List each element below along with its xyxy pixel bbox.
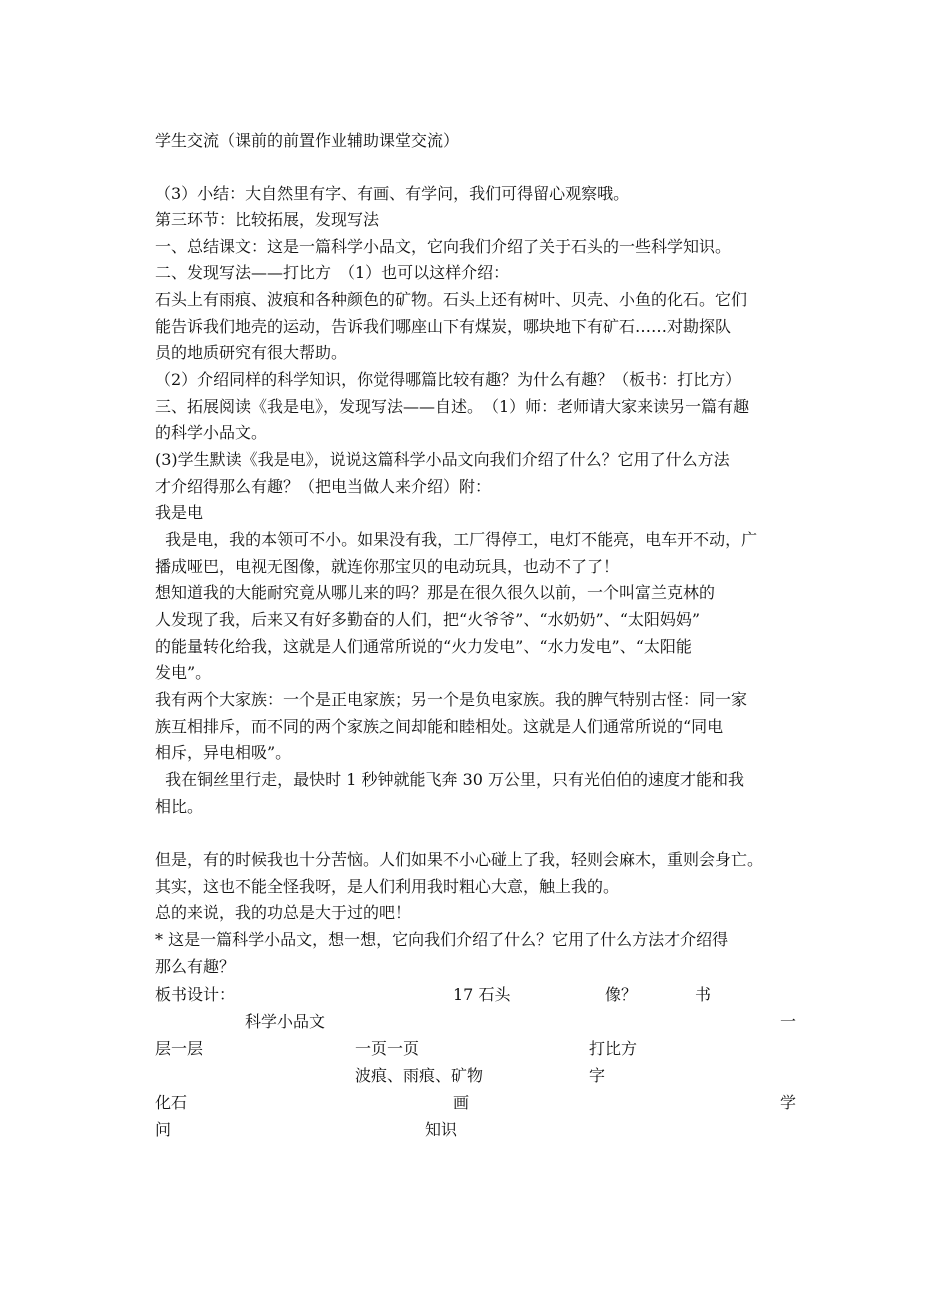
board-item: 画: [453, 1093, 470, 1112]
text-line: 总的来说，我的功总是大于过的吧！: [155, 903, 412, 922]
text-line: 相斥，异电相吸”。: [155, 743, 292, 762]
text-line: 第三环节：比较拓展，发现写法: [155, 210, 380, 229]
article-title: 我是电: [155, 503, 204, 522]
board-item: 一页一页: [355, 1039, 420, 1058]
board-item: 科学小品文: [245, 1012, 326, 1031]
board-label: 板书设计：: [155, 985, 236, 1004]
board-item: 字: [589, 1066, 606, 1085]
text-line: 二、发现写法——打比方 （1）也可以这样介绍：: [155, 263, 510, 282]
text-line: 人发现了我，后来又有好多勤奋的人们，把“火爷爷”、“水奶奶”、“太阳妈妈”: [155, 610, 701, 629]
board-item: 知识: [425, 1120, 458, 1139]
text-line: (3)学生默读《我是电》，说说这篇科学小品文向我们介绍了什么？它用了什么方法: [155, 450, 730, 469]
text-line: 相比。: [155, 797, 204, 816]
text-line: 我有两个大家族：一个是正电家族；另一个是负电家族。我的脾气特别古怪：同一家: [155, 690, 748, 709]
text-line: （2）介绍同样的科学知识，你觉得哪篇比较有趣？为什么有趣？（板书：打比方）: [155, 370, 742, 389]
text-line: 其实，这也不能全怪我呀，是人们利用我时粗心大意，触上我的。: [155, 877, 620, 896]
text-line: 但是，有的时候我也十分苦恼。人们如果不小心碰上了我，轻则会麻木，重则会身亡。: [155, 850, 764, 869]
text-line: 发电”。: [155, 663, 212, 682]
text-line: 的能量转化给我，这就是人们通常所说的“火力发电”、“水力发电”、“太阳能: [155, 637, 692, 656]
text-line: 员的地质研究有很大帮助。: [155, 343, 348, 362]
board-item: 打比方: [589, 1039, 638, 1058]
text-line: 学生交流（课前的前置作业辅助课堂交流）: [155, 131, 460, 150]
board-item: 问: [155, 1120, 172, 1139]
board-title: 17 石头: [453, 985, 511, 1004]
text-line: 那么有趣？: [155, 957, 236, 976]
text-line: （3）小结：大自然里有字、有画、有学问，我们可得留心观察哦。: [155, 184, 630, 203]
text-line: 的科学小品文。: [155, 423, 268, 442]
text-line: 一、总结课文：这是一篇科学小品文，它向我们介绍了关于石头的一些科学知识。: [155, 237, 732, 256]
board-item: 化石: [155, 1093, 188, 1112]
board-item: 一: [780, 1012, 797, 1031]
board-item: 学: [780, 1093, 797, 1112]
board-item: 波痕、雨痕、矿物: [355, 1066, 484, 1085]
text-line: 我是电，我的本领可不小。如果没有我，工厂得停工，电灯不能亮，电车开不动，广: [155, 530, 758, 549]
text-line: 石头上有雨痕、波痕和各种颜色的矿物。石头上还有树叶、贝壳、小鱼的化石。它们: [155, 290, 748, 309]
text-line: 三、拓展阅读《我是电》，发现写法——自述。 （1）师：老师请大家来读另一篇有趣: [155, 397, 750, 416]
board-item: 书: [695, 985, 712, 1004]
text-line: 族互相排斥，而不同的两个家族之间却能和睦相处。这就是人们通常所说的“同电: [155, 717, 724, 736]
board-item: 像？: [605, 985, 638, 1004]
text-line: 才介绍得那么有趣？（把电当做人来介绍）附：: [155, 477, 492, 496]
text-line: 我在铜丝里行走，最快时 1 秒钟就能飞奔 30 万公里，只有光伯伯的速度才能和我: [155, 770, 745, 789]
text-line: 能告诉我们地壳的运动，告诉我们哪座山下有煤炭，哪块地下有矿石……对勘探队: [155, 317, 732, 336]
text-line: 想知道我的大能耐究竟从哪儿来的吗？那是在很久很久以前，一个叫富兰克林的: [155, 583, 716, 602]
board-item: 层一层: [155, 1039, 204, 1058]
text-line: 播成哑巴，电视无图像，就连你那宝贝的电动玩具，也动不了了！: [155, 557, 620, 576]
text-line: * 这是一篇科学小品文，想一想，它向我们介绍了什么？它用了什么方法才介绍得: [155, 930, 729, 949]
